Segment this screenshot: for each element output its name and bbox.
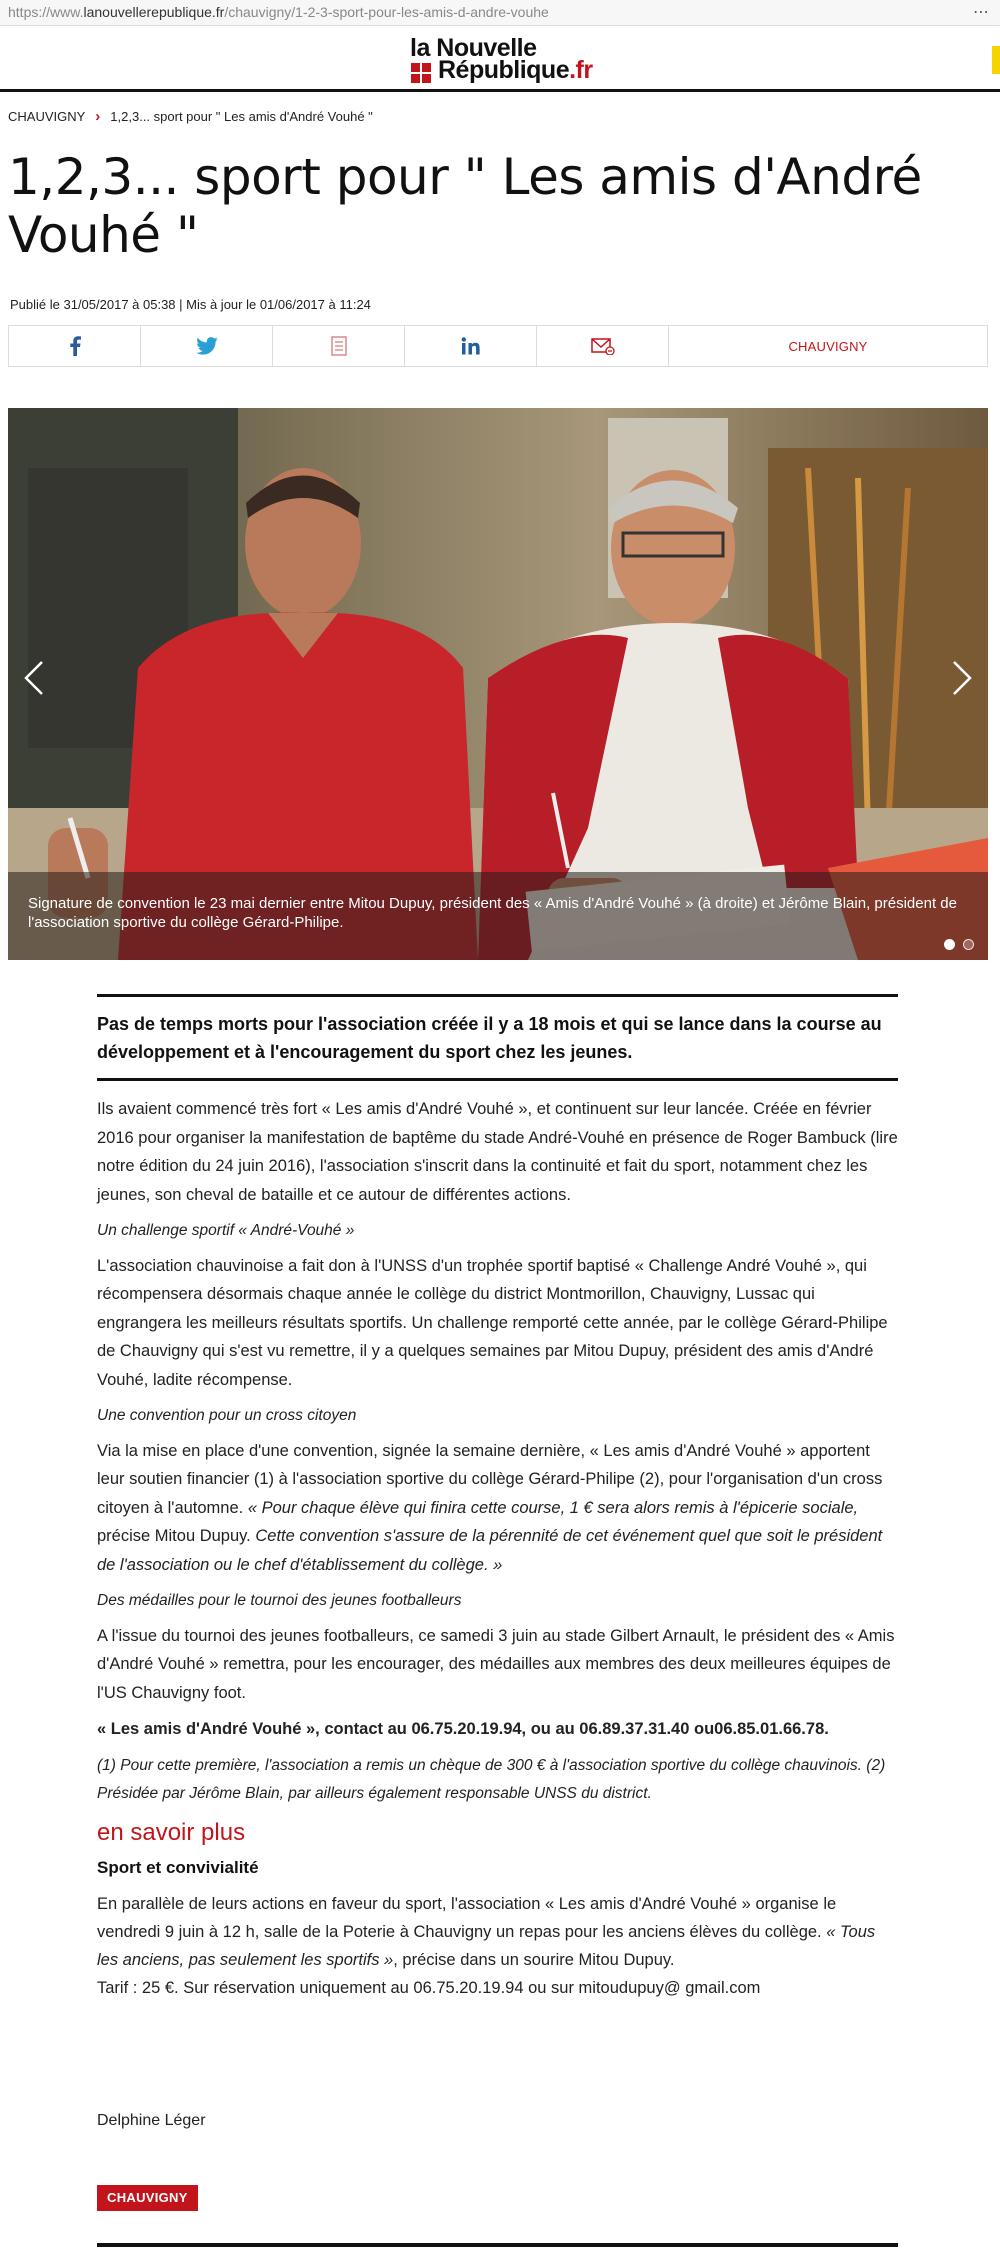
arrow-right-icon[interactable] bbox=[950, 658, 974, 698]
email-icon bbox=[591, 337, 615, 355]
side-tab[interactable] bbox=[992, 46, 1000, 74]
arrow-left-icon[interactable] bbox=[22, 658, 46, 698]
photo-carousel[interactable] bbox=[8, 408, 988, 960]
more-info-subheading: Sport et convivialité bbox=[97, 1857, 259, 1877]
paragraph: L'association chauvinoise a fait don à l'UNSS d'un trophée sportif baptisé « Challenge André Vouhé », qui récompensera désormais chaque année le collège du district Montmorillon, Chauvigny, Lussac qui engrangera les meilleurs résultats sportifs. Un challenge remporté cette année, par le collège Gérard-Philipe de Chauvigny qui s'est vu remettre, il y a quelques semaines par Mitou Dupuy, président des amis d'André Vouhé, ladite récompense. bbox=[97, 1256, 888, 1389]
share-facebook-button[interactable] bbox=[9, 326, 141, 366]
breadcrumb bbox=[8, 108, 373, 125]
carousel-dot-1[interactable] bbox=[944, 939, 955, 950]
photo-caption-overlay bbox=[8, 872, 988, 960]
more-info-text: En parallèle de leurs actions en faveur du sport, l'association « Les amis d'André Vouhé » organise le vendredi 9 juin à 12 h, salle de la Poterie à Chauvigny un repas pour les anciens élèves du collège. « Tous les anciens, pas seulement les sportifs », précise dans un sourire Mitou Dupuy. Tarif : 25 €. Sur réservation uniquement au 06.75.20.19.94 ou sur mitoudupuy@ gmail.com bbox=[97, 1894, 876, 1997]
paragraph: Via la mise en place d'une convention, signée la semaine dernière, « Les amis d'André Vouhé » apportent leur soutien financier (1) à l'association sportive du collège Gérard-Philipe (2), pour l'organisation d'un cross citoyen à l'automne. « Pour chaque élève qui finira cette course, 1 € sera alors remis à l'épicerie sociale, précise Mitou Dupuy. Cette convention s'assure de la pérennité de cet événement quel que soit le président de l'association ou le chef d'établissement du collège. » bbox=[97, 1441, 883, 1574]
logo-mark-icon bbox=[411, 63, 431, 83]
print-icon bbox=[331, 336, 347, 356]
divider bbox=[97, 2243, 898, 2247]
share-linkedin-button[interactable] bbox=[405, 326, 537, 366]
breadcrumb-current: 1,2,3... sport pour " Les amis d'André Vouhé " bbox=[110, 109, 373, 124]
page-title: 1,2,3... sport pour " Les amis d'André Vouhé " bbox=[8, 148, 922, 264]
article-body bbox=[97, 994, 898, 2002]
subheading: Des médailles pour le tournoi des jeunes footballeurs bbox=[97, 1592, 462, 1609]
share-bar bbox=[8, 325, 988, 367]
url-text[interactable]: https://www.lanouvellerepublique.fr/chauvigny/1-2-3-sport-pour-les-amis-d-andre-vouhe bbox=[8, 4, 549, 20]
site-logo[interactable] bbox=[410, 34, 593, 86]
article-lead: Pas de temps morts pour l'association créée il y a 18 mois et qui se lance dans la course au développement et à l'encouragement du sport chez les jeunes. bbox=[97, 994, 898, 1081]
chevron-right-icon: › bbox=[95, 108, 101, 125]
author-name: Delphine Léger bbox=[97, 2112, 206, 2129]
share-twitter-button[interactable] bbox=[141, 326, 273, 366]
print-button[interactable] bbox=[273, 326, 405, 366]
site-header bbox=[0, 26, 1000, 92]
footnote: (1) Pour cette première, l'association a remis un chèque de 300 € à l'association sportive du collège chauvinois. (2) Présidée par Jérôme Blain, par ailleurs également responsable UNSS du district. bbox=[97, 1756, 886, 1802]
carousel-dot-2[interactable] bbox=[963, 939, 974, 950]
linkedin-icon bbox=[461, 337, 481, 355]
share-email-button[interactable] bbox=[537, 326, 669, 366]
browser-url-bar[interactable] bbox=[0, 0, 1000, 26]
paragraph: A l'issue du tournoi des jeunes footballeurs, ce samedi 3 juin au stade Gilbert Arnault, le président des « Amis d'André Vouhé » remettra, pour les encourager, des médailles aux membres des deux meilleures équipes de l'US Chauvigny foot. bbox=[97, 1626, 895, 1702]
contact-line: « Les amis d'André Vouhé », contact au 06.75.20.19.94, ou au 06.89.37.31.40 ou06.85.01.66.78. bbox=[97, 1720, 829, 1738]
breadcrumb-section[interactable]: CHAUVIGNY bbox=[8, 109, 86, 124]
browser-menu-icon[interactable]: ⋯ bbox=[973, 4, 990, 21]
publication-date: Publié le 31/05/2017 à 05:38 | Mis à jour le 01/06/2017 à 11:24 bbox=[10, 297, 371, 312]
logo-line1: la Nouvelle bbox=[410, 34, 537, 62]
facebook-icon bbox=[69, 336, 81, 356]
carousel-indicators bbox=[944, 939, 974, 950]
paragraph: Ils avaient commencé très fort « Les amis d'André Vouhé », et continuent sur leur lancée. Créée en février 2016 pour organiser la manifestation de baptême du stade André-Vouhé en présence de Roger Bambuck (lire notre édition du 24 juin 2016), l'association s'inscrit dans la continuité et fait du sport, notamment chez les jeunes, son cheval de bataille et ce autour de différentes actions. bbox=[97, 1100, 898, 1204]
logo-line2: République.fr bbox=[438, 56, 593, 84]
section-tag-link[interactable]: CHAUVIGNY bbox=[788, 338, 868, 354]
subheading: Un challenge sportif « André-Vouhé » bbox=[97, 1222, 355, 1239]
photo-caption: Signature de convention le 23 mai dernier entre Mitou Dupuy, président des « Amis d'André Vouhé » (à droite) et Jérôme Blain, président de l'association sportive du collège Gérard-Philipe. bbox=[28, 895, 957, 931]
twitter-icon bbox=[196, 337, 218, 355]
subheading: Une convention pour un cross citoyen bbox=[97, 1407, 357, 1424]
article-content bbox=[97, 1095, 898, 1808]
more-info-heading: en savoir plus bbox=[97, 1818, 246, 1846]
tag-chauvigny-button[interactable]: CHAUVIGNY bbox=[97, 2185, 198, 2211]
